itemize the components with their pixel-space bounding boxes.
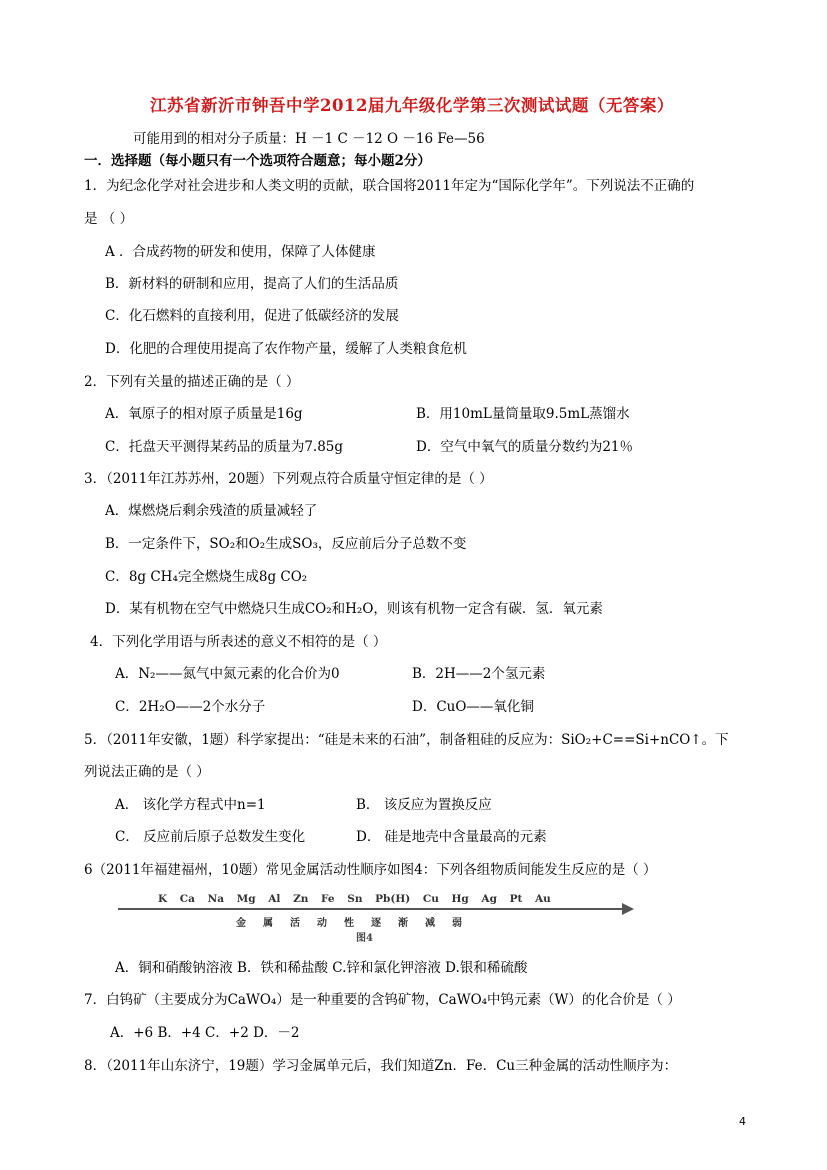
- q1-option-b: B．新材料的研制和应用，提高了人们的生活品质: [105, 276, 399, 292]
- q5-option-a: A． 该化学方程式中n=1: [115, 797, 266, 813]
- trend-caption: 金属活动性逐渐减弱: [236, 918, 479, 929]
- q2-option-c: C．托盘天平测得某药品的质量为7.85g: [105, 439, 344, 455]
- q7-stem: 7．白钨矿（主要成分为CaWO₄）是一种重要的含钨矿物，CaWO₄中钨元素（W）的化合价是（ ）: [84, 992, 681, 1008]
- metal-series-text: K Ca Na Mg Al Zn Fe Sn Pb(H) Cu Hg Ag Pt Au: [158, 893, 551, 905]
- q2-option-a: A．氧原子的相对原子质量是16g: [105, 406, 303, 422]
- q1-option-d: D．化肥的合理使用提高了农作物产量，缓解了人类粮食危机: [105, 341, 467, 357]
- q6-stem: 6（2011年福建福州，10题）常见金属活动性顺序如图4：下列各组物质间能发生反应的是（ ）: [84, 862, 657, 878]
- q2-stem: 2．下列有关量的描述正确的是（ ）: [84, 374, 300, 390]
- q3-stem: 3．（2011年江苏苏州，20题）下列观点符合质量守恒定律的是（ ）: [84, 471, 493, 487]
- q6-options: A．铜和硝酸钠溶液 B．铁和稀盐酸 C.锌和氯化钾溶液 D.银和稀硫酸: [115, 960, 528, 976]
- q4-option-b: B．2H——2个氢元素: [412, 666, 546, 682]
- q4-option-c: C．2H₂O——2个水分子: [115, 699, 266, 715]
- q5-option-c: C． 反应前后原子总数发生变化: [115, 829, 306, 845]
- q7-options: A．+6 B．+4 C．+2 D．－2: [110, 1025, 300, 1041]
- arrow-head-icon: [622, 903, 634, 915]
- q3-option-c: C．8g CH₄完全燃烧生成8g CO₂: [105, 569, 308, 585]
- q5-option-d: D． 硅是地壳中含量最高的元素: [356, 829, 547, 845]
- document-title: 江苏省新沂市钟吾中学2012届九年级化学第三次测试试题（无答案）: [150, 96, 674, 115]
- relative-masses: 可能用到的相对分子质量：H －1 C －12 O －16 Fe—56: [133, 131, 485, 147]
- q8-stem: 8．（2011年山东济宁，19题）学习金属单元后，我们知道Zn．Fe．Cu三种金属的活动性顺序为：: [84, 1058, 678, 1074]
- q1-stem-line2: 是 （ ）: [84, 211, 134, 227]
- q3-option-a: A．煤燃烧后剩余残渣的质量减轻了: [105, 503, 318, 519]
- q1-option-c: C．化石燃料的直接利用，促进了低碳经济的发展: [105, 308, 399, 324]
- page-number: 4: [739, 1115, 746, 1128]
- q2-option-d: D．空气中氧气的质量分数约为21％: [416, 439, 634, 455]
- q5-stem-line2: 列说法正确的是（ ）: [84, 764, 210, 780]
- section-heading: 一．选择题（每小题只有一个选项符合题意；每小题2分）: [84, 153, 431, 169]
- activity-series-figure: [118, 889, 638, 944]
- q4-stem: 4．下列化学用语与所表述的意义不相符的是（ ）: [90, 634, 387, 650]
- q2-option-b: B．用10mL量筒量取9.5mL蒸馏水: [416, 406, 630, 422]
- q5-option-b: B． 该反应为置换反应: [356, 797, 492, 813]
- q3-option-d: D．某有机物在空气中燃烧只生成CO₂和H₂O，则该有机物一定含有碳．氢．氧元素: [105, 601, 603, 617]
- q4-option-d: D．CuO——氧化铜: [412, 699, 534, 715]
- q5-stem-line1: 5．（2011年安徽，1题）科学家提出：“硅是未来的石油”，制备粗硅的反应为：SiO₂+C==Si+nCO↑。下: [84, 732, 729, 748]
- figure-label: 图4: [356, 933, 373, 944]
- series-arrow-line: [118, 908, 624, 910]
- q3-option-b: B．一定条件下，SO₂和O₂生成SO₃，反应前后分子总数不变: [105, 536, 467, 552]
- q1-stem-line1: 1．为纪念化学对社会进步和人类文明的贡献，联合国将2011年定为“国际化学年”。下列说法不正确的: [84, 178, 695, 194]
- q1-option-a: A ．合成药物的研发和使用，保障了人体健康: [105, 244, 376, 260]
- q4-option-a: A．N₂——氮气中氮元素的化合价为0: [115, 666, 340, 682]
